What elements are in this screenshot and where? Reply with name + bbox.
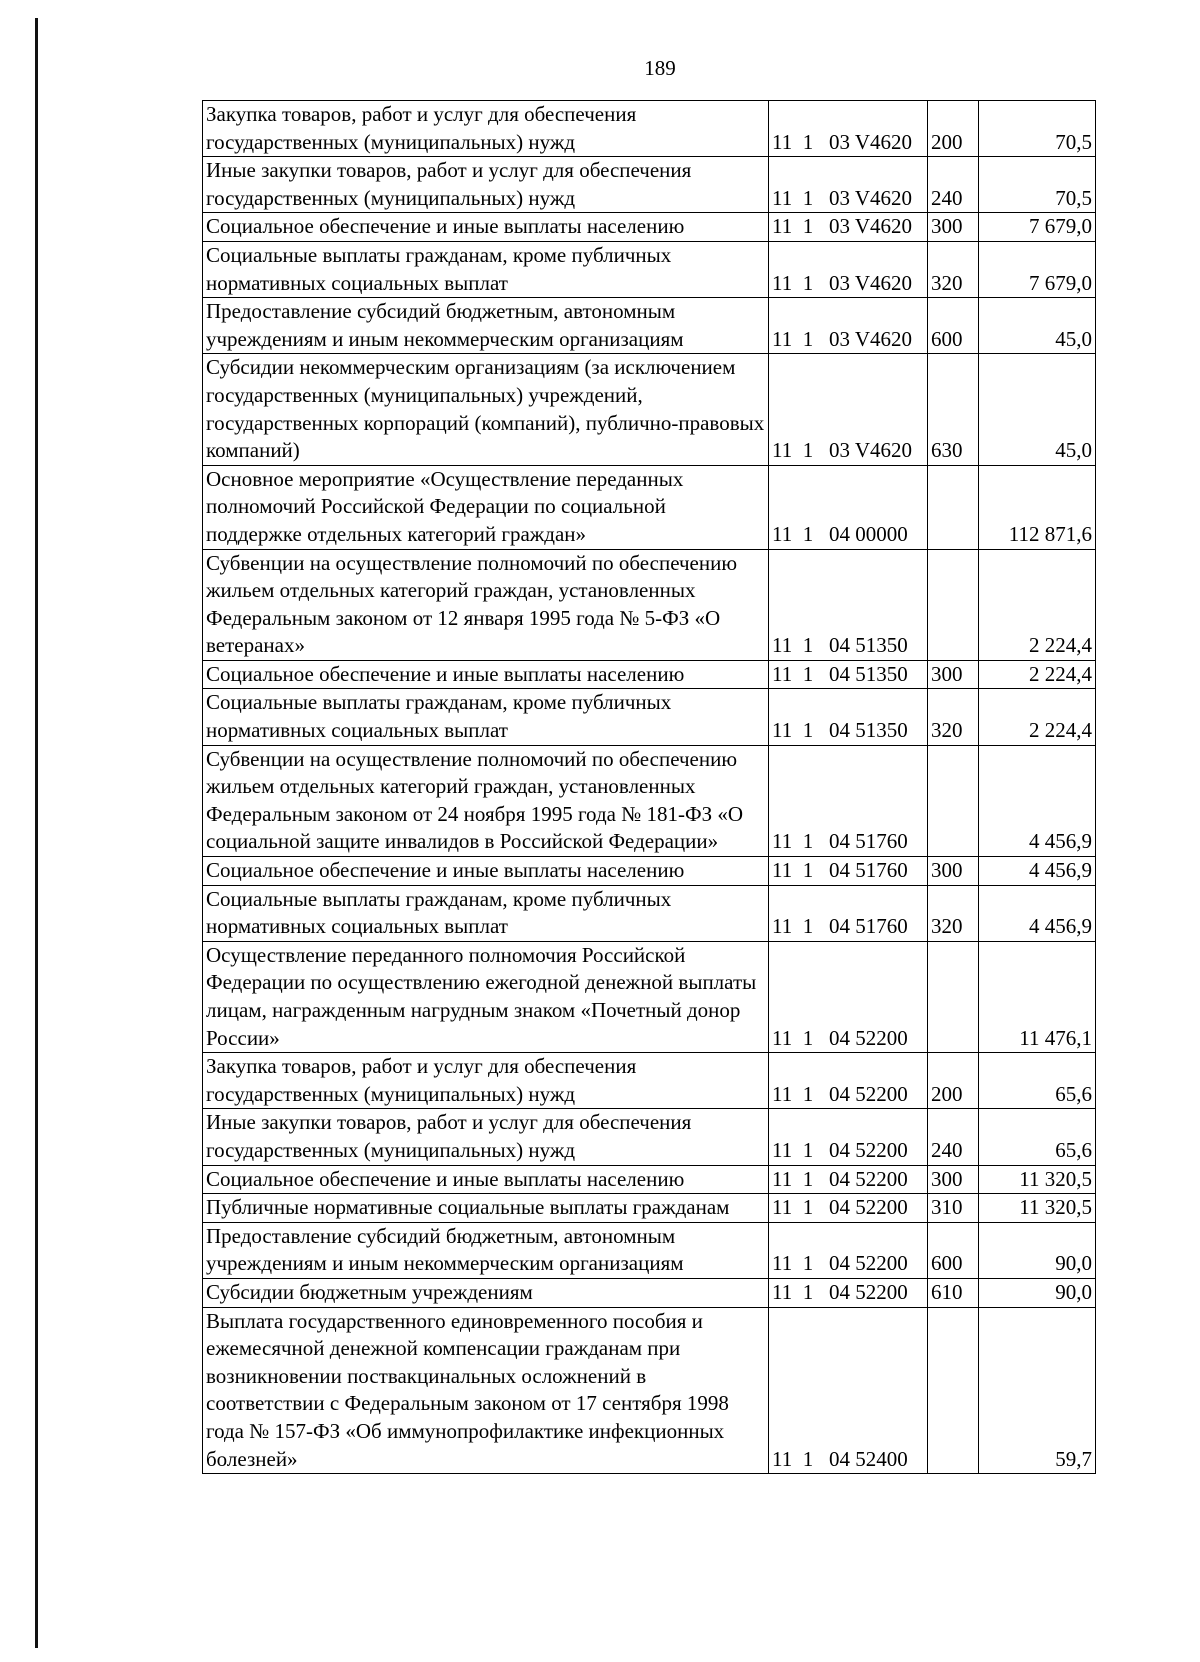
table-row — [203, 1222, 1096, 1278]
row-name-cell: Предоставление субсидий бюджетным, автономным учреждениям и иным некоммерческим организациям — [203, 1222, 769, 1278]
row-name-cell: Субвенции на осуществление полномочий по обеспечению жильем отдельных категорий граждан, установленных Федеральным законом от 12 января 1995 года № 5-ФЗ «О ветеранах» — [203, 549, 769, 660]
row-name-cell: Иные закупки товаров, работ и услуг для обеспечения государственных (муниципальных) нужд — [203, 1109, 769, 1165]
row-sum-cell: 7 679,0 — [979, 241, 1096, 297]
row-name-cell: Предоставление субсидий бюджетным, автономным учреждениям и иным некоммерческим организациям — [203, 298, 769, 354]
row-sum-cell: 11 320,5 — [979, 1165, 1096, 1194]
row-name-cell: Иные закупки товаров, работ и услуг для обеспечения государственных (муниципальных) нужд — [203, 157, 769, 213]
row-sum-cell: 45,0 — [979, 354, 1096, 465]
table-row — [203, 745, 1096, 856]
row-name-cell: Основное мероприятие «Осуществление переданных полномочий Российской Федерации по социальной поддержке отдельных категорий граждан» — [203, 465, 769, 549]
row-sum-cell: 90,0 — [979, 1278, 1096, 1307]
row-name-cell: Социальное обеспечение и иные выплаты населению — [203, 1165, 769, 1194]
row-expense-type-cell: 300 — [928, 660, 979, 689]
budget-table — [202, 100, 1096, 1474]
row-name-cell: Социальные выплаты гражданам, кроме публичных нормативных социальных выплат — [203, 689, 769, 745]
table-row — [203, 689, 1096, 745]
row-code-cell: 11 1 04 51350 — [769, 660, 928, 689]
row-sum-cell: 4 456,9 — [979, 885, 1096, 941]
row-expense-type-cell: 610 — [928, 1278, 979, 1307]
table-row — [203, 885, 1096, 941]
row-sum-cell: 90,0 — [979, 1222, 1096, 1278]
row-code-cell: 11 1 04 52200 — [769, 1194, 928, 1223]
row-expense-type-cell: 240 — [928, 1109, 979, 1165]
row-name-cell: Социальное обеспечение и иные выплаты населению — [203, 660, 769, 689]
row-name-cell: Социальные выплаты гражданам, кроме публичных нормативных социальных выплат — [203, 885, 769, 941]
row-expense-type-cell: 320 — [928, 689, 979, 745]
row-sum-cell: 2 224,4 — [979, 689, 1096, 745]
row-name-cell: Социальные выплаты гражданам, кроме публичных нормативных социальных выплат — [203, 241, 769, 297]
table-row — [203, 1053, 1096, 1109]
row-sum-cell: 65,6 — [979, 1053, 1096, 1109]
row-sum-cell: 4 456,9 — [979, 857, 1096, 886]
row-code-cell: 11 1 04 52200 — [769, 1222, 928, 1278]
row-code-cell: 11 1 04 52200 — [769, 1109, 928, 1165]
row-code-cell: 11 1 03 V4620 — [769, 101, 928, 157]
row-expense-type-cell: 300 — [928, 1165, 979, 1194]
row-name-cell: Субсидии некоммерческим организациям (за исключением государственных (муниципальных) учреждений, государственных корпораций (компаний), публично-правовых компаний) — [203, 354, 769, 465]
budget-table-body — [203, 101, 1096, 1474]
row-sum-cell: 70,5 — [979, 157, 1096, 213]
row-name-cell: Выплата государственного единовременного пособия и ежемесячной денежной компенсации гражданам при возникновении поствакцинальных осложнений в соответствии с Федеральным законом от 17 сентября 1998 года № 157-ФЗ «Об иммунопрофилактике инфекционных болезней» — [203, 1307, 769, 1474]
row-code-cell: 11 1 03 V4620 — [769, 354, 928, 465]
row-code-cell: 11 1 04 52200 — [769, 941, 928, 1052]
row-expense-type-cell: 630 — [928, 354, 979, 465]
row-code-cell: 11 1 04 52200 — [769, 1053, 928, 1109]
table-row — [203, 465, 1096, 549]
row-name-cell: Публичные нормативные социальные выплаты гражданам — [203, 1194, 769, 1223]
table-row — [203, 241, 1096, 297]
row-sum-cell: 2 224,4 — [979, 660, 1096, 689]
row-expense-type-cell: 600 — [928, 1222, 979, 1278]
row-sum-cell: 65,6 — [979, 1109, 1096, 1165]
row-code-cell: 11 1 04 51350 — [769, 689, 928, 745]
row-code-cell: 11 1 03 V4620 — [769, 298, 928, 354]
row-code-cell: 11 1 04 00000 — [769, 465, 928, 549]
row-name-cell: Социальное обеспечение и иные выплаты населению — [203, 213, 769, 242]
row-sum-cell: 45,0 — [979, 298, 1096, 354]
row-sum-cell: 59,7 — [979, 1307, 1096, 1474]
row-expense-type-cell — [928, 549, 979, 660]
table-row — [203, 941, 1096, 1052]
row-expense-type-cell — [928, 465, 979, 549]
row-name-cell: Социальное обеспечение и иные выплаты населению — [203, 857, 769, 886]
row-code-cell: 11 1 03 V4620 — [769, 213, 928, 242]
row-expense-type-cell: 600 — [928, 298, 979, 354]
row-expense-type-cell: 200 — [928, 101, 979, 157]
row-expense-type-cell: 320 — [928, 241, 979, 297]
row-sum-cell: 2 224,4 — [979, 549, 1096, 660]
row-code-cell: 11 1 04 51760 — [769, 857, 928, 886]
row-code-cell: 11 1 04 51760 — [769, 885, 928, 941]
row-expense-type-cell: 320 — [928, 885, 979, 941]
row-sum-cell: 4 456,9 — [979, 745, 1096, 856]
table-row — [203, 213, 1096, 242]
row-name-cell: Закупка товаров, работ и услуг для обеспечения государственных (муниципальных) нужд — [203, 101, 769, 157]
row-expense-type-cell: 310 — [928, 1194, 979, 1223]
table-row — [203, 1109, 1096, 1165]
table-row — [203, 354, 1096, 465]
table-row — [203, 1194, 1096, 1223]
row-expense-type-cell — [928, 1307, 979, 1474]
table-row — [203, 101, 1096, 157]
row-sum-cell: 112 871,6 — [979, 465, 1096, 549]
table-row — [203, 1165, 1096, 1194]
row-code-cell: 11 1 04 52200 — [769, 1165, 928, 1194]
row-sum-cell: 11 476,1 — [979, 941, 1096, 1052]
row-expense-type-cell: 200 — [928, 1053, 979, 1109]
row-name-cell: Субсидии бюджетным учреждениям — [203, 1278, 769, 1307]
table-row — [203, 1278, 1096, 1307]
row-code-cell: 11 1 04 51760 — [769, 745, 928, 856]
page-number: 189 — [644, 56, 676, 80]
row-sum-cell: 11 320,5 — [979, 1194, 1096, 1223]
table-row — [203, 298, 1096, 354]
row-sum-cell: 7 679,0 — [979, 213, 1096, 242]
row-expense-type-cell — [928, 745, 979, 856]
row-name-cell: Осуществление переданного полномочия Российской Федерации по осуществлению ежегодной денежной выплаты лицам, награжденным нагрудным знаком «Почетный донор России» — [203, 941, 769, 1052]
row-code-cell: 11 1 04 51350 — [769, 549, 928, 660]
row-name-cell: Субвенции на осуществление полномочий по обеспечению жильем отдельных категорий граждан, установленных Федеральным законом от 24 ноября 1995 года № 181-ФЗ «О социальной защите инвалидов в Российской Федерации» — [203, 745, 769, 856]
row-name-cell: Закупка товаров, работ и услуг для обеспечения государственных (муниципальных) нужд — [203, 1053, 769, 1109]
table-row — [203, 660, 1096, 689]
table-row — [203, 857, 1096, 886]
row-code-cell: 11 1 03 V4620 — [769, 241, 928, 297]
table-row — [203, 157, 1096, 213]
row-expense-type-cell — [928, 941, 979, 1052]
row-code-cell: 11 1 03 V4620 — [769, 157, 928, 213]
row-sum-cell: 70,5 — [979, 101, 1096, 157]
row-expense-type-cell: 300 — [928, 857, 979, 886]
table-row — [203, 1307, 1096, 1474]
row-expense-type-cell: 240 — [928, 157, 979, 213]
row-code-cell: 11 1 04 52200 — [769, 1278, 928, 1307]
row-expense-type-cell: 300 — [928, 213, 979, 242]
row-code-cell: 11 1 04 52400 — [769, 1307, 928, 1474]
table-row — [203, 549, 1096, 660]
binding-margin-line — [35, 18, 38, 1648]
